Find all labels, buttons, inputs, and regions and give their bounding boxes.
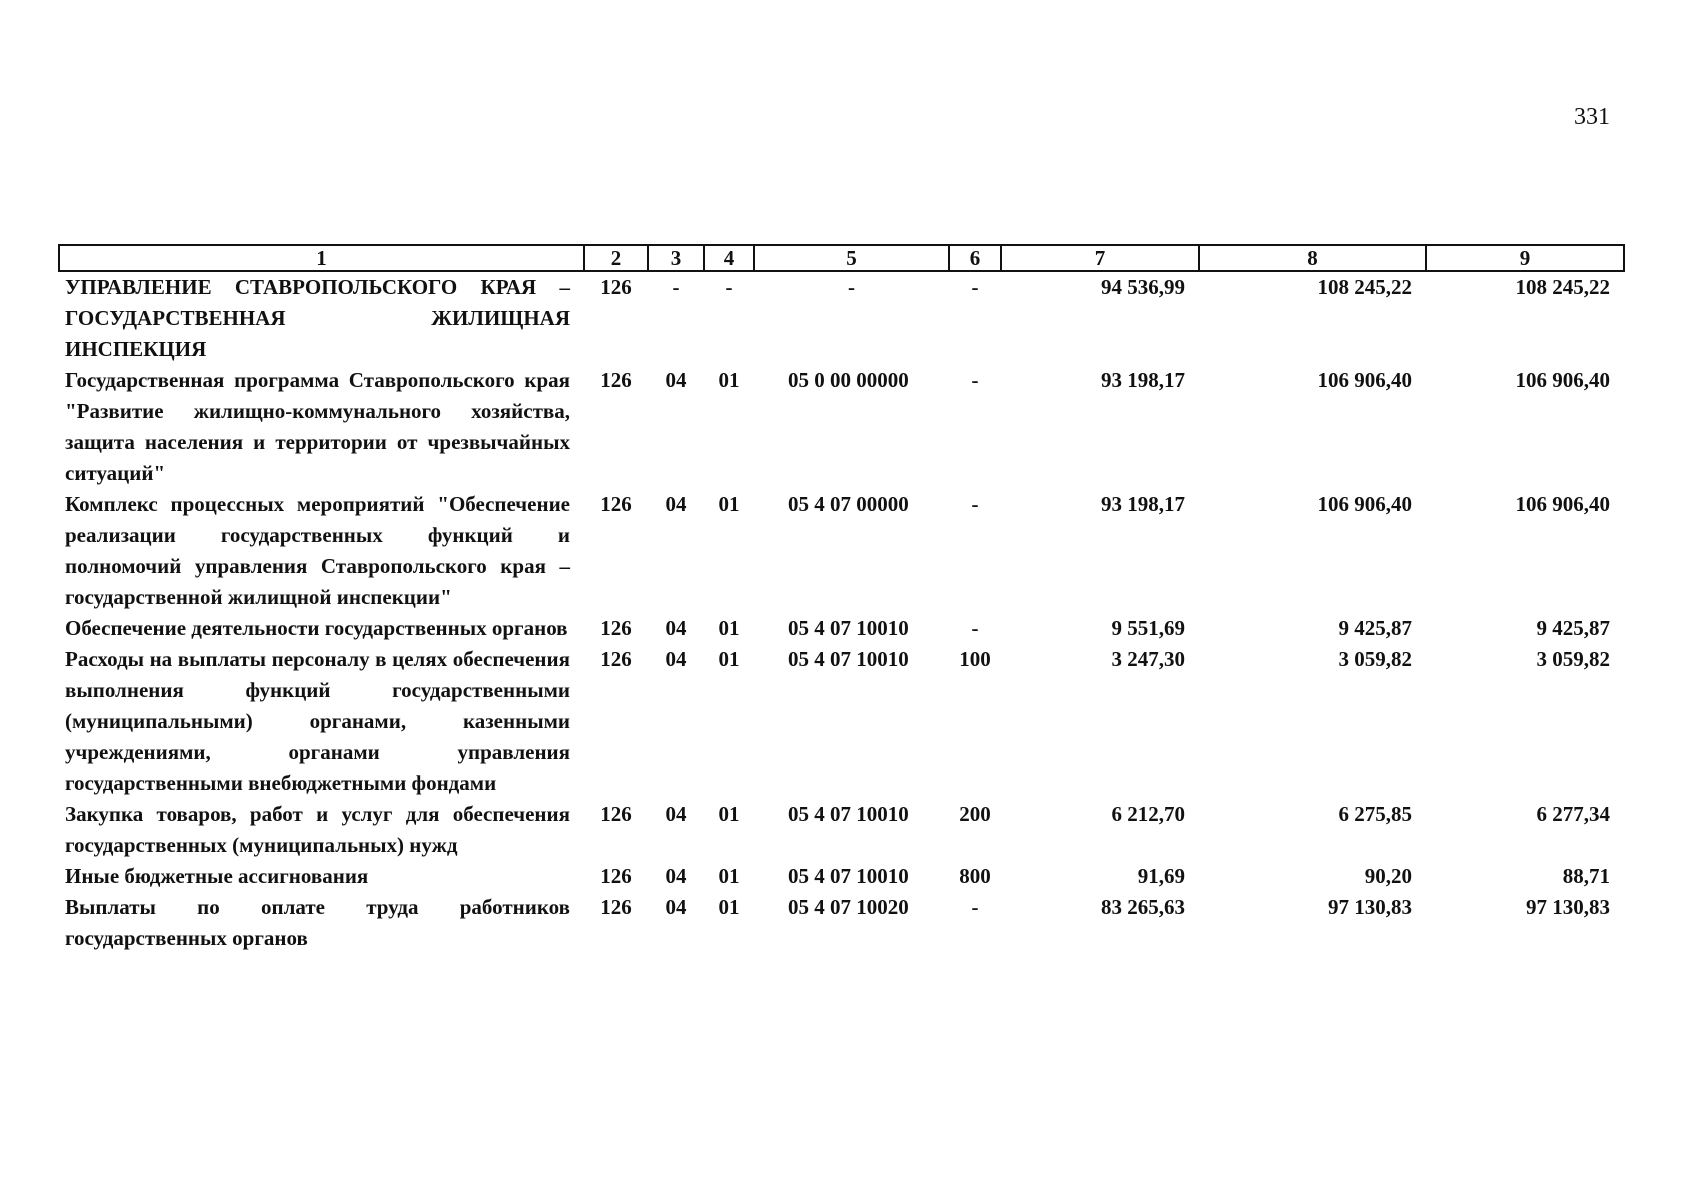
row-amount-col8: 106 906,40 bbox=[1317, 368, 1412, 392]
row-target-code: 05 4 07 10010 bbox=[788, 647, 909, 671]
row-amount-col8: 6 275,85 bbox=[1338, 802, 1412, 826]
table-row bbox=[59, 365, 1624, 489]
row-amount-col8: 90,20 bbox=[1364, 864, 1412, 888]
row-amount-col8: 9 425,87 bbox=[1338, 616, 1412, 640]
row-target-code: 05 4 07 10020 bbox=[788, 895, 909, 919]
row-expense-type: - bbox=[971, 275, 979, 299]
table-row bbox=[59, 489, 1624, 613]
column-header: 2 bbox=[584, 245, 648, 271]
column-header: 3 bbox=[648, 245, 704, 271]
row-amount-col7: 91,69 bbox=[1137, 864, 1185, 888]
row-name: Обеспечение деятельности государственных органов bbox=[65, 616, 568, 640]
column-header: 5 bbox=[754, 245, 949, 271]
row-amount-col9: 106 906,40 bbox=[1515, 368, 1610, 392]
row-name: Выплаты по оплате труда работников государственных органов bbox=[65, 895, 570, 950]
row-amount-col7: 93 198,17 bbox=[1101, 368, 1185, 392]
row-section-code: 04 bbox=[665, 895, 687, 919]
row-expense-type: 100 bbox=[959, 647, 991, 671]
row-subsection-code: 01 bbox=[718, 616, 740, 640]
row-amount-col9: 108 245,22 bbox=[1515, 275, 1610, 299]
row-target-code: 05 4 07 10010 bbox=[788, 802, 909, 826]
column-header: 7 bbox=[1001, 245, 1199, 271]
row-subsection-code: 01 bbox=[718, 895, 740, 919]
row-subsection-code: 01 bbox=[718, 368, 740, 392]
row-ministry-code: 126 bbox=[600, 802, 632, 826]
row-name: Расходы на выплаты персоналу в целях обеспечения выполнения функций государственными (муниципальными) органами, казенными учреждениями, органами управления государственными внебюджетными фондами bbox=[65, 647, 570, 795]
row-amount-col8: 3 059,82 bbox=[1338, 647, 1412, 671]
row-section-code: 04 bbox=[665, 616, 687, 640]
row-subsection-code: 01 bbox=[718, 492, 740, 516]
row-expense-type: 200 bbox=[959, 802, 991, 826]
table-row bbox=[59, 613, 1624, 644]
row-amount-col8: 106 906,40 bbox=[1317, 492, 1412, 516]
page-number: 331 bbox=[1574, 104, 1610, 130]
row-subsection-code: 01 bbox=[718, 647, 740, 671]
row-expense-type: - bbox=[971, 616, 979, 640]
row-name: УПРАВЛЕНИЕ СТАВРОПОЛЬСКОГО КРАЯ – ГОСУДАРСТВЕННАЯ ЖИЛИЩНАЯ ИНСПЕКЦИЯ bbox=[65, 275, 570, 361]
row-amount-col9: 9 425,87 bbox=[1536, 616, 1610, 640]
table-row bbox=[59, 271, 1624, 365]
budget-table bbox=[58, 244, 1625, 954]
table-row bbox=[59, 799, 1624, 861]
row-name: Закупка товаров, работ и услуг для обеспечения государственных (муниципальных) нужд bbox=[65, 802, 570, 857]
row-amount-col7: 94 536,99 bbox=[1101, 275, 1185, 299]
row-target-code: - bbox=[848, 275, 855, 299]
row-amount-col8: 97 130,83 bbox=[1328, 895, 1412, 919]
column-header: 9 bbox=[1426, 245, 1624, 271]
row-subsection-code: 01 bbox=[718, 864, 740, 888]
row-section-code: 04 bbox=[665, 647, 687, 671]
row-expense-type: 800 bbox=[959, 864, 991, 888]
column-header: 1 bbox=[59, 245, 584, 271]
column-header: 6 bbox=[949, 245, 1001, 271]
row-name: Комплекс процессных мероприятий "Обеспечение реализации государственных функций и полномочий управления Ставропольского края – государственной жилищной инспекции" bbox=[65, 492, 570, 609]
row-ministry-code: 126 bbox=[600, 616, 632, 640]
row-amount-col9: 88,71 bbox=[1562, 864, 1610, 888]
row-ministry-code: 126 bbox=[600, 492, 632, 516]
row-section-code: 04 bbox=[665, 368, 687, 392]
row-ministry-code: 126 bbox=[600, 275, 632, 299]
row-section-code: - bbox=[672, 275, 680, 299]
row-target-code: 05 4 07 10010 bbox=[788, 864, 909, 888]
row-expense-type: - bbox=[971, 895, 979, 919]
row-name: Иные бюджетные ассигнования bbox=[65, 864, 369, 888]
row-amount-col9: 106 906,40 bbox=[1515, 492, 1610, 516]
row-amount-col9: 6 277,34 bbox=[1536, 802, 1610, 826]
row-expense-type: - bbox=[971, 368, 979, 392]
row-amount-col8: 108 245,22 bbox=[1317, 275, 1412, 299]
row-section-code: 04 bbox=[665, 802, 687, 826]
row-ministry-code: 126 bbox=[600, 864, 632, 888]
row-amount-col9: 3 059,82 bbox=[1536, 647, 1610, 671]
row-section-code: 04 bbox=[665, 492, 687, 516]
row-amount-col9: 97 130,83 bbox=[1526, 895, 1610, 919]
row-target-code: 05 0 00 00000 bbox=[788, 368, 909, 392]
row-name: Государственная программа Ставропольского края "Развитие жилищно-коммунального хозяйства, защита населения и территории от чрезвычайных ситуаций" bbox=[65, 368, 570, 485]
row-ministry-code: 126 bbox=[600, 647, 632, 671]
row-amount-col7: 3 247,30 bbox=[1111, 647, 1185, 671]
table-row bbox=[59, 644, 1624, 799]
row-subsection-code: 01 bbox=[718, 802, 740, 826]
row-target-code: 05 4 07 10010 bbox=[788, 616, 909, 640]
table-row bbox=[59, 861, 1624, 892]
row-expense-type: - bbox=[971, 492, 979, 516]
row-subsection-code: - bbox=[725, 275, 733, 299]
row-amount-col7: 9 551,69 bbox=[1111, 616, 1185, 640]
column-header: 8 bbox=[1199, 245, 1426, 271]
row-ministry-code: 126 bbox=[600, 368, 632, 392]
header-row bbox=[59, 245, 1624, 271]
row-amount-col7: 83 265,63 bbox=[1101, 895, 1185, 919]
table-row bbox=[59, 892, 1624, 954]
column-header: 4 bbox=[704, 245, 754, 271]
row-section-code: 04 bbox=[665, 864, 687, 888]
row-target-code: 05 4 07 00000 bbox=[788, 492, 909, 516]
row-amount-col7: 93 198,17 bbox=[1101, 492, 1185, 516]
row-ministry-code: 126 bbox=[600, 895, 632, 919]
row-amount-col7: 6 212,70 bbox=[1111, 802, 1185, 826]
